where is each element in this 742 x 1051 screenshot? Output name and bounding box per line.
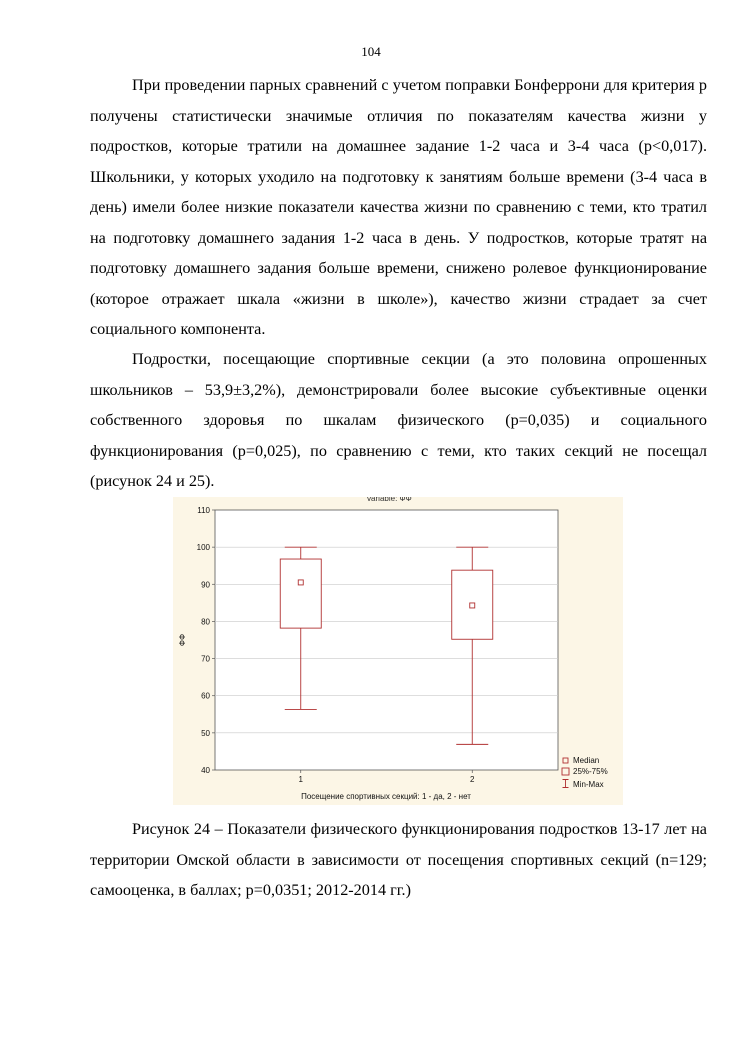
page-number: 104 (361, 44, 381, 59)
y-tick-label: 50 (201, 728, 210, 738)
y-tick-label: 90 (201, 580, 210, 590)
y-tick-label: 110 (197, 506, 210, 515)
y-tick-label: 60 (201, 691, 210, 701)
legend-minmax-icon (563, 780, 569, 788)
y-tick-label: 100 (196, 543, 210, 553)
figure-caption: Рисунок 24 – Показатели физического функционирования подростков 13-17 лет на территории Омской области в зависимости от посещения спортивных секций (n=129; самооценка, в баллах; р=0,0351; 2012-2014 гг.) (90, 820, 707, 899)
x-axis-label: Посещение спортивных секций: 1 - да, 2 - нет (301, 792, 471, 801)
y-tick-label: 40 (201, 766, 210, 775)
legend-iqr-icon (562, 768, 569, 775)
iqr-box (452, 570, 493, 639)
plot-area (215, 510, 558, 770)
y-tick-label: 80 (201, 617, 210, 627)
x-tick-label: 2 (470, 775, 475, 784)
legend-median-icon (563, 758, 568, 763)
paragraph-2: Подростки, посещающие спортивные секции (а это половина опрошенных школьников – 53,9±3,2%), демонстрировали более высокие субъективные оценки собственного здоровья по шкалам физического (р=0,035) и социального функционирования (р=0,025), по сравнению с теми, кто таких секций не посещал (рисунок 24 и 25). (90, 350, 707, 490)
boxplot-chart (173, 497, 623, 805)
legend (562, 756, 608, 789)
legend-minmax-label: Min-Max (573, 780, 604, 789)
y-tick-label: 70 (201, 654, 210, 664)
x-tick-label: 1 (298, 775, 303, 784)
iqr-box (280, 559, 321, 628)
figure-24 (173, 497, 623, 805)
paragraph-1: При проведении парных сравнений с учетом поправки Бонферрони для критерия р получены статистически значимые отличия по показателям качества жизни у подростков, которые тратили на домашнее задание 1-2 часа и 3-4 часа (р<0,017). Школьники, у которых уходило на подготовку к занятиям больше времени (3-4 часа в день) имели более низкие показатели качества жизни по сравнению с теми, кто тратил на подготовку домашнего задания 1-2 часа в день. У подростков, которые тратят на подготовку домашнего задания больше времени, снижено ролевое функционирование (которое отражает шкала «жизни в школе»), качество жизни страдает за счет социального компонента. (90, 76, 707, 338)
chart-title: Variable: ФФ (366, 497, 412, 503)
legend-median-label: Median (573, 756, 600, 765)
y-axis-label: ФФ (178, 633, 187, 647)
legend-iqr-label: 25%-75% (573, 767, 608, 776)
